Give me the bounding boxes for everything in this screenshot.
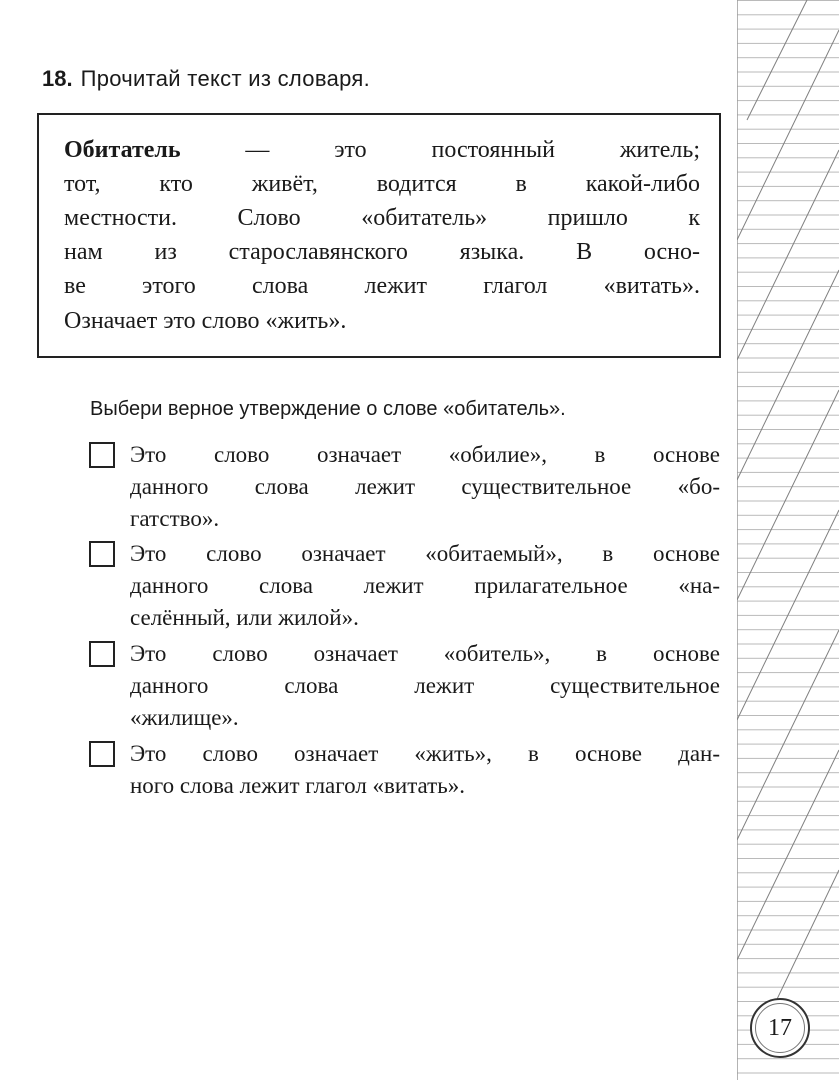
option-1-line: гатство». (130, 506, 220, 531)
option-1-checkbox[interactable] (89, 442, 115, 468)
page-number (750, 998, 810, 1058)
option-4-line: ного слова лежит глагол «витать». (130, 773, 465, 798)
task-heading (42, 66, 370, 92)
dictionary-line: местности. Слово «обитатель» пришло к (64, 205, 700, 231)
option-1-line: данного слова лежит существительное «бо- (130, 474, 720, 499)
margin-lines (737, 0, 839, 1080)
dictionary-entry-box (37, 113, 721, 358)
dictionary-line: Обитатель — это постоянный житель; (64, 137, 700, 163)
option-2-checkbox[interactable] (89, 541, 115, 567)
option-3-line: «жилище». (130, 705, 239, 730)
page-number-text: 17 (768, 1015, 792, 1041)
task-instruction: Прочитай текст из словаря. (80, 66, 371, 91)
option-2-line: Это слово означает «обитаемый», в основе (130, 541, 720, 566)
dictionary-line: тот, кто живёт, водится в какой-либо (64, 171, 700, 197)
option-4-checkbox[interactable] (89, 741, 115, 767)
lined-margin (737, 0, 839, 1080)
option-3-line: данного слова лежит существительное (130, 673, 720, 698)
option-3-line: Это слово означает «обитель», в основе (130, 641, 720, 666)
dictionary-line: ве этого слова лежит глагол «витать». (64, 273, 700, 299)
option-4-line: Это слово означает «жить», в основе дан- (130, 741, 720, 766)
question-text: Выбери верное утверждение о слове «обитатель». (90, 398, 566, 420)
option-2-line: селённый, или жилой». (130, 605, 359, 630)
task-number: 18. (42, 66, 73, 91)
dictionary-line: Означает это слово «жить». (64, 308, 347, 334)
option-3-checkbox[interactable] (89, 641, 115, 667)
dictionary-headword: Обитатель (64, 137, 181, 163)
option-1-line: Это слово означает «обилие», в основе (130, 442, 720, 467)
dictionary-line: нам из старославянского языка. В осно- (64, 239, 700, 265)
option-2-line: данного слова лежит прилагательное «на- (130, 573, 720, 598)
